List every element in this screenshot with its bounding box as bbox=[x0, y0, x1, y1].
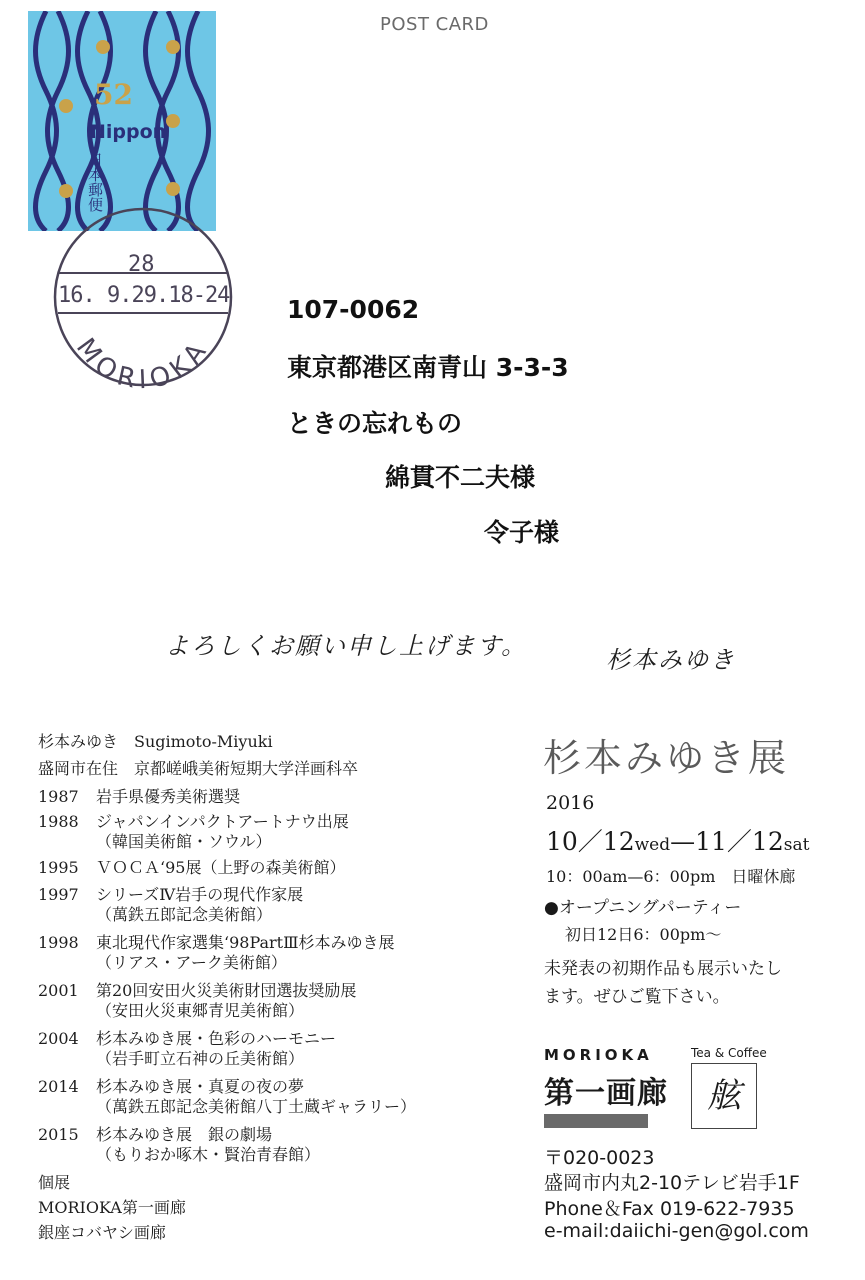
handwritten-signature: 杉本みゆき bbox=[606, 646, 736, 674]
tea-coffee-logo: 舷 bbox=[691, 1063, 757, 1129]
handwritten-message: よろしくお願い申し上げます。 bbox=[165, 632, 528, 660]
bio-entry: 1998 東北現代作家選集‘98PartⅢ杉本みゆき展 bbox=[38, 933, 395, 952]
exhibition-hours: 10：00am—6：00pm 日曜休廊 bbox=[546, 867, 796, 886]
bio-entry: 1988 ジャパンインパクトアートナウ出展 bbox=[38, 812, 349, 831]
postal-code: 107-0062 bbox=[287, 295, 420, 324]
bio-entry: 2015 杉本みゆき展 銀の劇場 bbox=[38, 1125, 273, 1144]
address-line: 東京都港区南青山 3-3-3 bbox=[287, 353, 569, 382]
stamp-value: 52 bbox=[94, 78, 133, 111]
gallery-logo-bar bbox=[544, 1114, 648, 1128]
bio-entry: （韓国美術館・ソウル） bbox=[96, 832, 272, 851]
exhibition-dates: 10／12wed—11／12sat bbox=[546, 827, 810, 856]
bio-entry: （岩手町立石神の丘美術館） bbox=[96, 1049, 305, 1068]
bio-residence: 盛岡市在住 京都嵯峨美術短期大学洋画科卒 bbox=[38, 759, 359, 778]
address-company: ときの忘れもの bbox=[287, 409, 463, 438]
recipient-name-2: 令子様 bbox=[484, 518, 560, 547]
stamp-japanese-name: 日本郵便 bbox=[86, 152, 104, 212]
gallery-name: 第一画廊 bbox=[544, 1076, 668, 1111]
tea-coffee-label: Tea & Coffee bbox=[691, 1046, 767, 1060]
exhibition-year: 2016 bbox=[546, 792, 595, 814]
postmark-date: 16. 9.29.18-24 bbox=[58, 283, 230, 308]
bio-entry: 1995 ＶＯＣＡ‘95展（上野の森美術館） bbox=[38, 858, 346, 877]
bio-entry: （もりおか啄木・賢治青春館） bbox=[96, 1145, 321, 1164]
solo-venue: MORIOKA第一画廊 bbox=[38, 1198, 186, 1217]
bio-entry: （萬鉄五郎記念美術館八丁土蔵ギャラリー） bbox=[96, 1097, 417, 1116]
bio-entry: 1987 岩手県優秀美術選奨 bbox=[38, 787, 241, 806]
postmark-number: 28 bbox=[128, 252, 155, 277]
bio-name: 杉本みゆき Sugimoto-Miyuki bbox=[38, 732, 273, 751]
solo-venue-2: 銀座コバヤシ画廊 bbox=[38, 1223, 166, 1242]
bio-entry: 2004 杉本みゆき展・色彩のハーモニー bbox=[38, 1029, 337, 1048]
gallery-address: 盛岡市内丸2-10テレビ岩手1F bbox=[544, 1172, 800, 1194]
bio-entry: 1997 シリーズⅣ岩手の現代作家展 bbox=[38, 885, 304, 904]
gallery-phone: Phone＆Fax 019-622-7935 bbox=[544, 1198, 795, 1220]
party-label: ●オープニングパーティー bbox=[544, 898, 742, 918]
bio-entry: （萬鉄五郎記念美術館） bbox=[96, 905, 273, 924]
bio-entry: 2014 杉本みゆき展・真夏の夜の夢 bbox=[38, 1077, 305, 1096]
bio-entry: 2001 第20回安田火災美術財団選抜奨励展 bbox=[38, 981, 357, 1000]
bio-entry: （安田火災東郷青児美術館） bbox=[96, 1001, 305, 1020]
exhibition-note-2: ます。ぜひご覧下さい。 bbox=[544, 987, 730, 1007]
party-time: 初日12日6：00pm～ bbox=[565, 925, 722, 944]
gallery-city: MORIOKA bbox=[544, 1046, 653, 1064]
postcard-label: POST CARD bbox=[380, 14, 489, 35]
gallery-postal: 〒020-0023 bbox=[544, 1147, 655, 1169]
bio-entry: （リアス・アーク美術館） bbox=[96, 953, 287, 972]
solo-label: 個展 bbox=[38, 1173, 71, 1192]
gallery-email[interactable]: e-mail:daiichi-gen@gol.com bbox=[544, 1220, 809, 1242]
recipient-name: 綿貫不二夫様 bbox=[385, 463, 536, 492]
exhibition-note: 未発表の初期作品も展示いたし bbox=[544, 959, 782, 979]
svg-text:MORIOKA bbox=[70, 333, 216, 390]
exhibition-title: 杉本みゆき展 bbox=[543, 736, 790, 780]
postmark-city: MORIOKA bbox=[69, 332, 216, 390]
stamp-country: Nippon bbox=[90, 121, 167, 143]
